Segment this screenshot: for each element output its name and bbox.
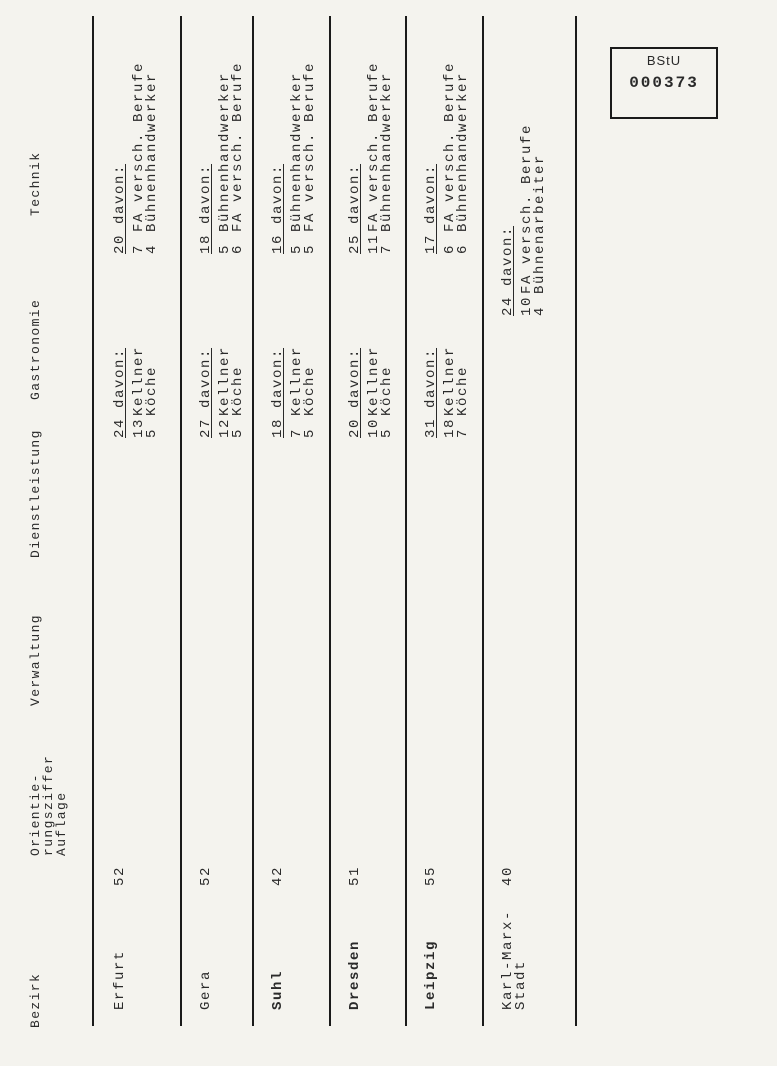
row-divider <box>92 16 94 1026</box>
technik-cell <box>425 62 470 254</box>
technik-item: 4Bühnenhandwerker <box>144 71 160 254</box>
gastronomie-total: 18 davon: <box>270 347 286 438</box>
technik-item: 4Bühnenarbeiter <box>532 153 548 316</box>
row-divider <box>405 16 407 1026</box>
orientierungsziffer: 51 <box>347 865 363 886</box>
archive-stamp <box>610 47 718 119</box>
gastronomie-item: 5Köche <box>302 365 318 438</box>
row-divider <box>329 16 331 1026</box>
technik-total: 20 davon: <box>112 163 128 254</box>
technik-item: 6FA versch. Berufe <box>230 61 246 254</box>
technik-total: 16 davon: <box>270 163 286 254</box>
header-dienstleistung: Dienstleistung <box>28 429 43 558</box>
header-orientierung-line3: Auflage <box>54 791 69 856</box>
gastronomie-total: 31 davon: <box>423 347 439 438</box>
header-bezirk: Bezirk <box>28 972 43 1028</box>
gastronomie-total: 20 davon: <box>347 347 363 438</box>
bezirk-name: Leipzig <box>423 939 439 1010</box>
header-verwaltung: Verwaltung <box>28 613 43 706</box>
row-divider <box>180 16 182 1026</box>
technik-total: 25 davon: <box>347 163 363 254</box>
gastronomie-cell <box>200 346 245 438</box>
gastronomie-item: 12Kellner <box>217 345 233 438</box>
orientierungsziffer: 55 <box>423 865 439 886</box>
gastronomie-total: 24 davon: <box>112 347 128 438</box>
orientierungsziffer: 52 <box>112 865 128 886</box>
technik-item: 11FA versch. Berufe <box>366 61 382 254</box>
gastronomie-total: 27 davon: <box>198 347 214 438</box>
bezirk-name: Gera <box>198 969 214 1010</box>
gastronomie-cell <box>349 346 394 438</box>
orientierungsziffer: 52 <box>198 865 214 886</box>
header-gastronomie: Gastronomie <box>28 298 43 400</box>
technik-item: 5Bühnenhandwerker <box>289 71 305 254</box>
technik-cell <box>272 62 317 254</box>
bezirk-name: Suhl <box>270 969 286 1010</box>
gastronomie-item: 5Köche <box>230 365 246 438</box>
header-orientierung-line1: Orientie- <box>28 773 43 856</box>
header-orientierung-line2: rungsziffer <box>41 754 56 856</box>
gastronomie-item: 7Köche <box>455 365 471 438</box>
technik-cell <box>502 124 547 316</box>
row-divider <box>252 16 254 1026</box>
technik-total: 24 davon: <box>500 225 516 316</box>
orientierungsziffer: 42 <box>270 865 286 886</box>
technik-total: 18 davon: <box>198 163 214 254</box>
stamp-number: 000373 <box>629 74 699 92</box>
bezirk-name: Karl-Marx- Stadt <box>500 909 529 1010</box>
technik-cell <box>349 62 394 254</box>
bezirk-name: Dresden <box>347 939 363 1010</box>
technik-total: 17 davon: <box>423 163 439 254</box>
orientierungsziffer: 40 <box>500 865 516 886</box>
gastronomie-item: 5Köche <box>144 365 160 438</box>
technik-item: 7Bühnenhandwerker <box>379 71 395 254</box>
gastronomie-item: 5Köche <box>379 365 395 438</box>
technik-item: 5Bühnenhandwerker <box>217 71 233 254</box>
bezirk-name: Erfurt <box>112 949 128 1010</box>
stamp-org: BStU <box>646 53 682 68</box>
technik-item: 6FA versch. Berufe <box>442 61 458 254</box>
gastronomie-item: 13Kellner <box>131 345 147 438</box>
gastronomie-cell <box>425 346 470 438</box>
gastronomie-item: 18Kellner <box>442 345 458 438</box>
gastronomie-cell <box>272 346 317 438</box>
technik-item: 7FA versch. Berufe <box>131 61 147 254</box>
technik-item: 5FA versch. Berufe <box>302 61 318 254</box>
gastronomie-cell <box>114 346 159 438</box>
row-divider <box>482 16 484 1026</box>
technik-item: 6Bühnenhandwerker <box>455 71 471 254</box>
gastronomie-item: 10Kellner <box>366 345 382 438</box>
table-bottom-rule <box>575 16 577 1026</box>
header-technik: Technik <box>28 151 43 216</box>
technik-item: 10FA versch. Berufe <box>519 123 535 316</box>
technik-cell <box>200 62 245 254</box>
technik-cell <box>114 62 159 254</box>
gastronomie-item: 7Kellner <box>289 345 305 438</box>
